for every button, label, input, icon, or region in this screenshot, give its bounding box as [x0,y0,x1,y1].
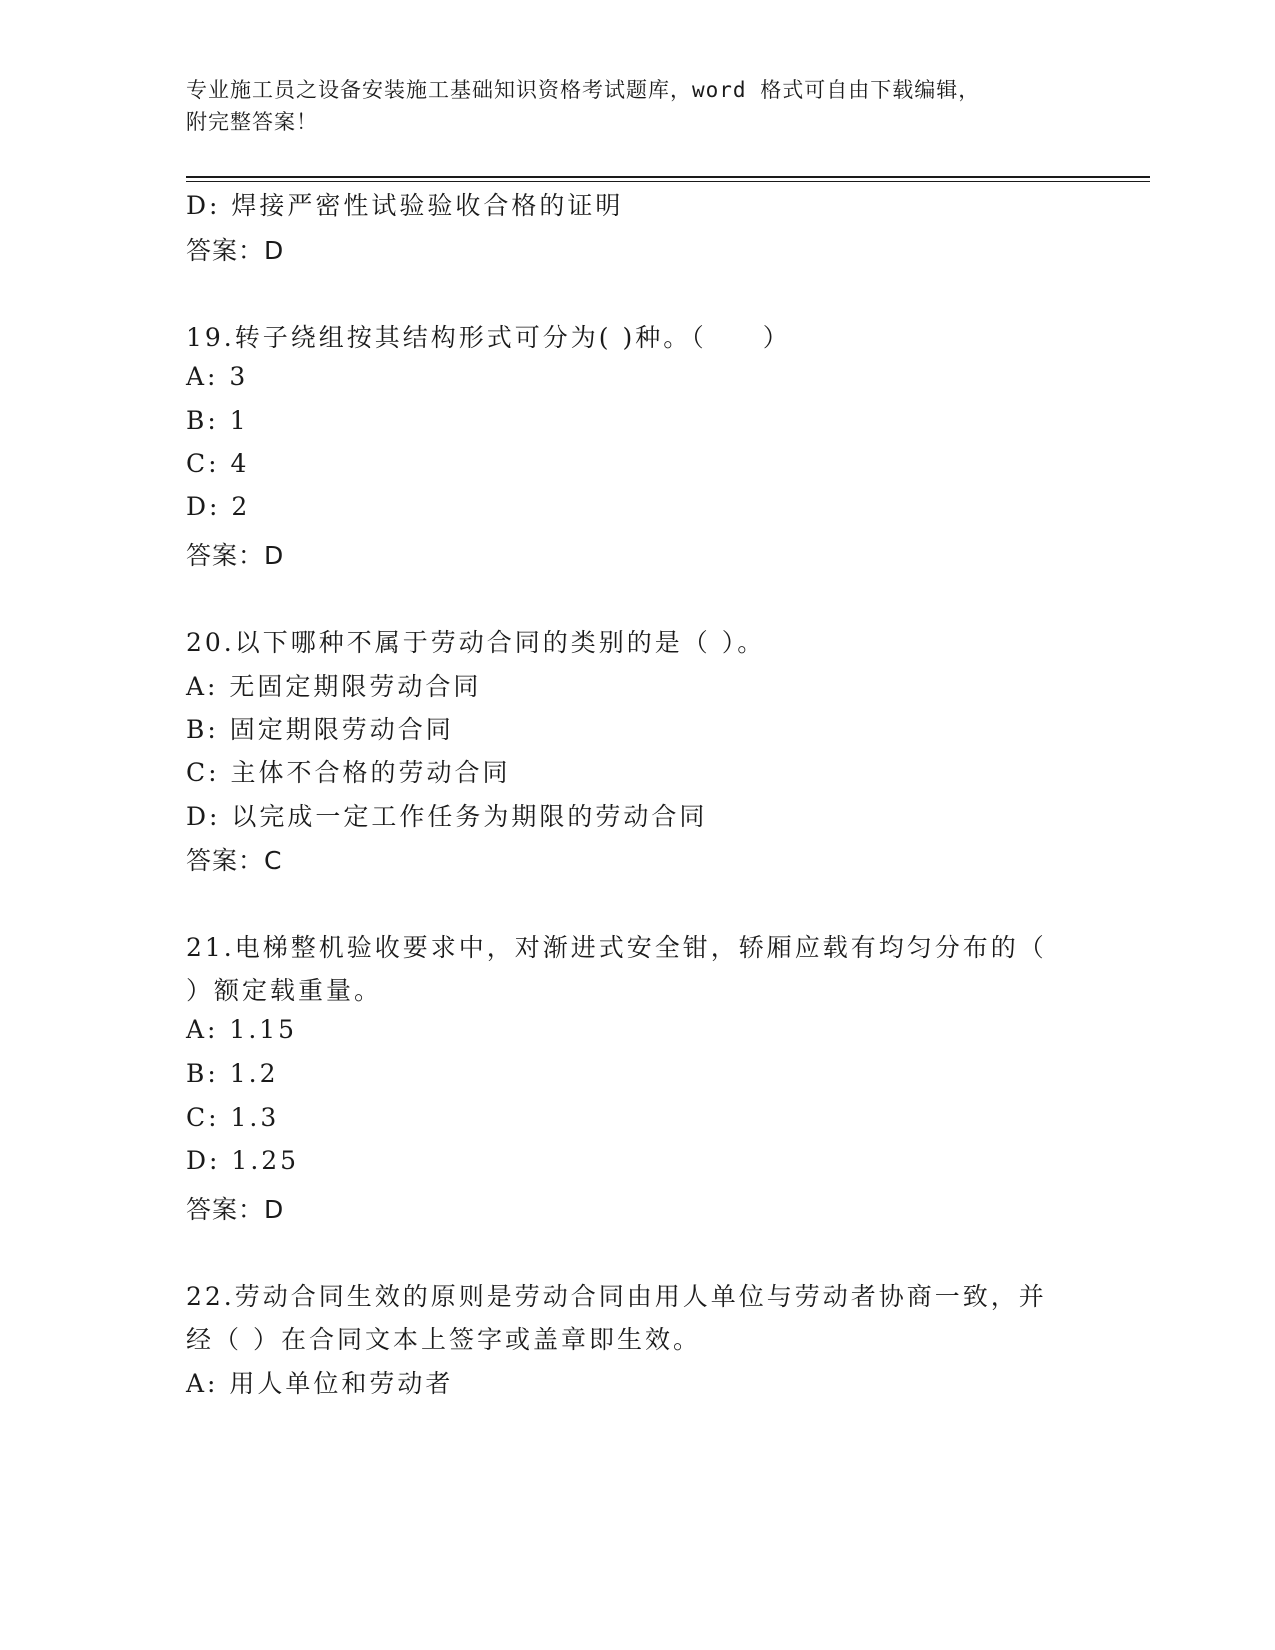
q20-option-d: D: 以完成一定工作任务为期限的劳动合同 [186,802,708,831]
q19-option-c: C: 4 [186,449,250,478]
q21-question-line-1: 21.电梯整机验收要求中，对渐进式安全钳，轿厢应载有均匀分布的（ [186,933,1047,962]
q21-option-b: B: 1.2 [186,1059,279,1088]
header-divider-thick [186,176,1150,178]
q19-answer: 答案：D [186,541,285,570]
q21-option-c: C: 1.3 [186,1103,280,1132]
q22-option-a: A: 用人单位和劳动者 [186,1369,454,1398]
header-line-2: 附完整答案！ [186,110,318,134]
q20-question: 20.以下哪种不属于劳动合同的类别的是（ ）。 [186,628,766,657]
q18-answer: 答案：D [186,236,285,265]
q21-question-line-2: ）额定载重量。 [186,976,383,1005]
q19-option-b: B: 1 [186,406,249,435]
q20-option-a: A: 无固定期限劳动合同 [186,672,482,701]
q18-option-d: D: 焊接严密性试验验收合格的证明 [186,191,624,220]
header-divider-thin [186,181,1150,182]
q20-option-c: C: 主体不合格的劳动合同 [186,758,511,787]
q21-option-a: A: 1.15 [186,1015,298,1044]
q20-option-b: B: 固定期限劳动合同 [186,715,454,744]
q21-answer: 答案：D [186,1195,285,1224]
q21-option-d: D: 1.25 [186,1146,300,1175]
q22-question-line-1: 22.劳动合同生效的原则是劳动合同由用人单位与劳动者协商一致，并 [186,1282,1047,1311]
q19-option-a: A: 3 [186,362,249,391]
q20-answer: 答案：C [186,846,283,875]
q22-question-line-2: 经（ ）在合同文本上签字或盖章即生效。 [186,1325,701,1354]
header-line-1: 专业施工员之设备安装施工基础知识资格考试题库，word 格式可自由下载编辑， [186,78,981,102]
q19-option-d: D: 2 [186,492,251,521]
q19-question: 19.转子绕组按其结构形式可分为( )种。（ ） [186,323,791,352]
document-header [186,74,1066,138]
